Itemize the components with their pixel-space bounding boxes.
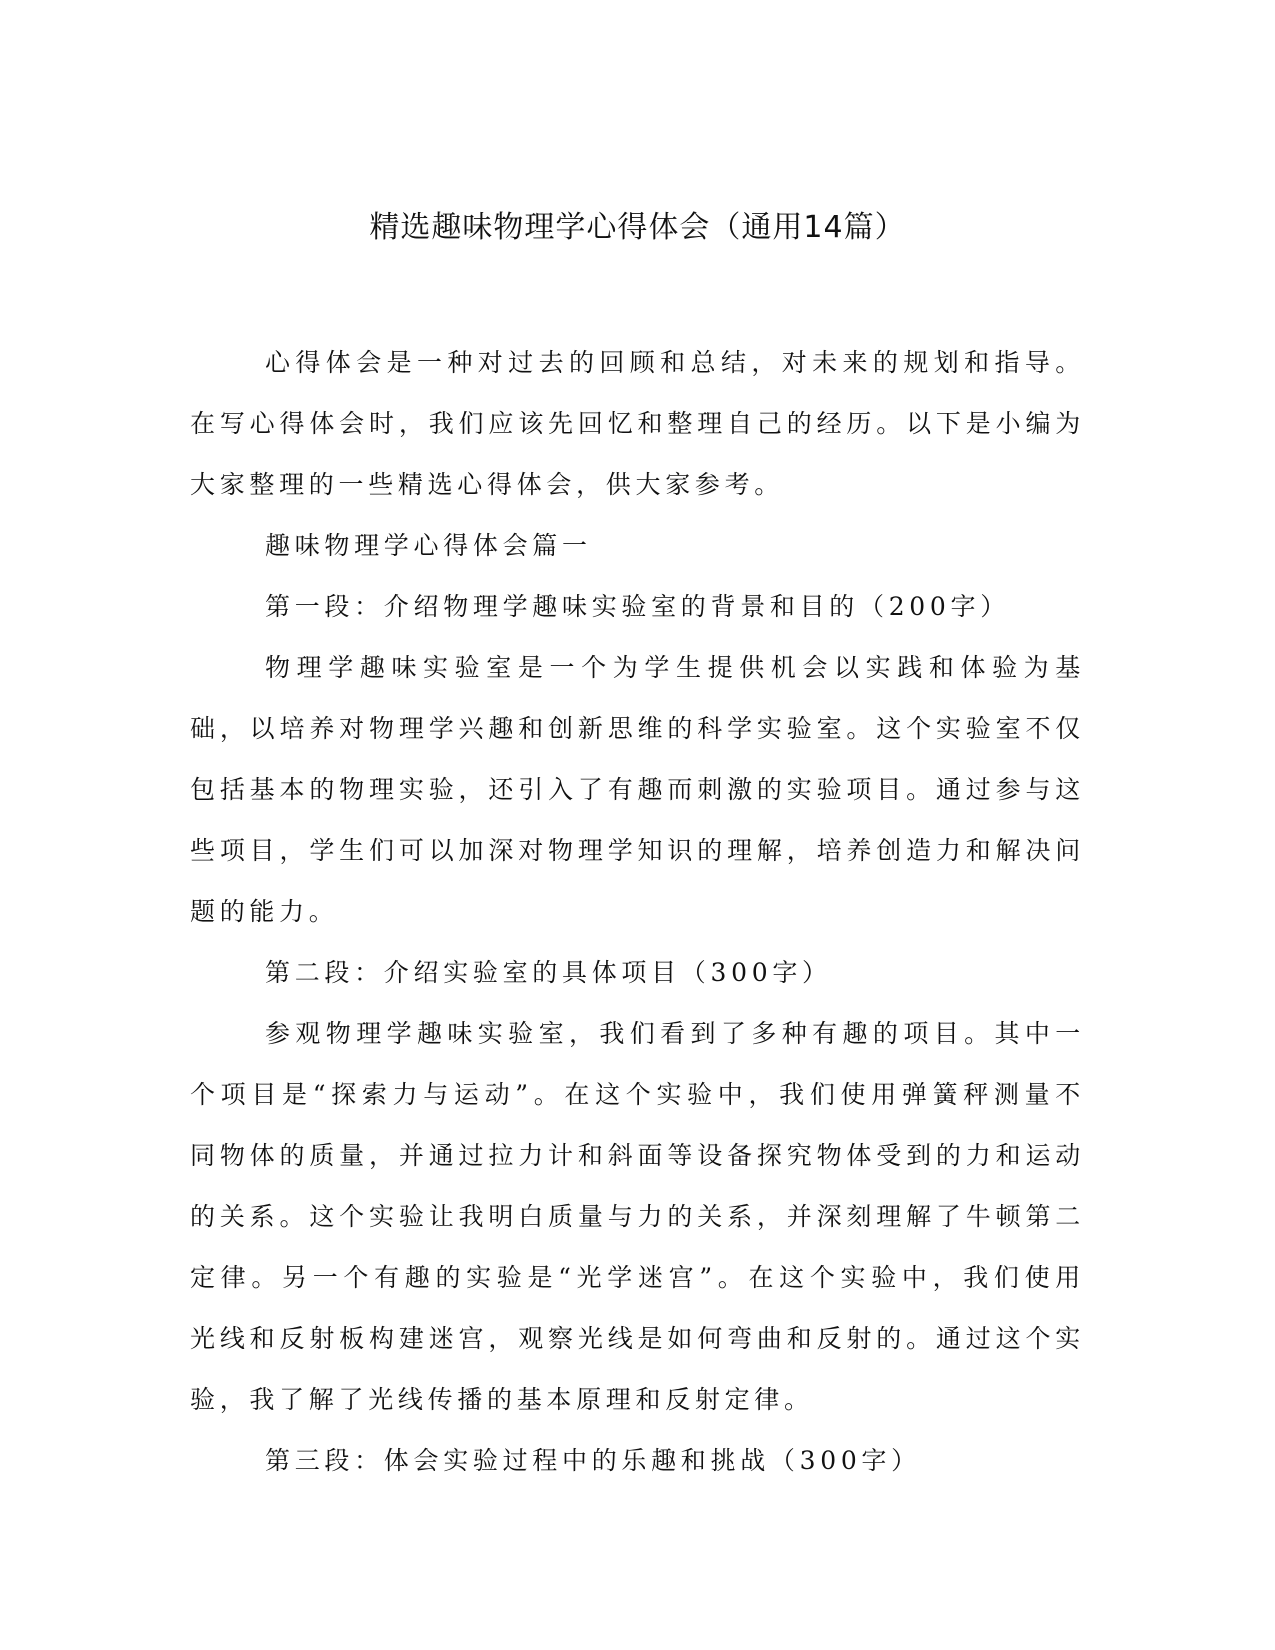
section-heading-2: 第二段：介绍实验室的具体项目（300字）	[265, 958, 832, 987]
section-paragraph-1: 物理学趣味实验室是一个为学生提供机会以实践和体验为基础，以培养对物理学兴趣和创新思维的科学实验室。这个实验室不仅包括基本的物理实验，还引入了有趣而刺激的实验项目。通过参与这些项目，学生们可以加深对物理学知识的理解，培养创造力和解决问题的能力。	[190, 653, 1085, 926]
section-heading-3: 第三段：体会实验过程中的乐趣和挑战（300字）	[265, 1446, 921, 1475]
document-body	[190, 332, 1085, 1491]
document-title: 精选趣味物理学心得体会（通用14篇）	[369, 210, 906, 245]
section-paragraph-2: 参观物理学趣味实验室，我们看到了多种有趣的项目。其中一个项目是“探索力与运动”。在这个实验中，我们使用弹簧秤测量不同物体的质量，并通过拉力计和斜面等设备探究物体受到的力和运动的关系。这个实验让我明白质量与力的关系，并深刻理解了牛顿第二定律。另一个有趣的实验是“光学迷宫”。在这个实验中，我们使用光线和反射板构建迷宫，观察光线是如何弯曲和反射的。通过这个实验，我了解了光线传播的基本原理和反射定律。	[190, 1019, 1085, 1414]
intro-paragraph: 心得体会是一种对过去的回顾和总结，对未来的规划和指导。在写心得体会时，我们应该先回忆和整理自己的经历。以下是小编为大家整理的一些精选心得体会，供大家参考。	[190, 348, 1085, 499]
section-heading-1: 第一段：介绍物理学趣味实验室的背景和目的（200字）	[265, 592, 1010, 621]
article-heading: 趣味物理学心得体会篇一	[265, 531, 592, 560]
